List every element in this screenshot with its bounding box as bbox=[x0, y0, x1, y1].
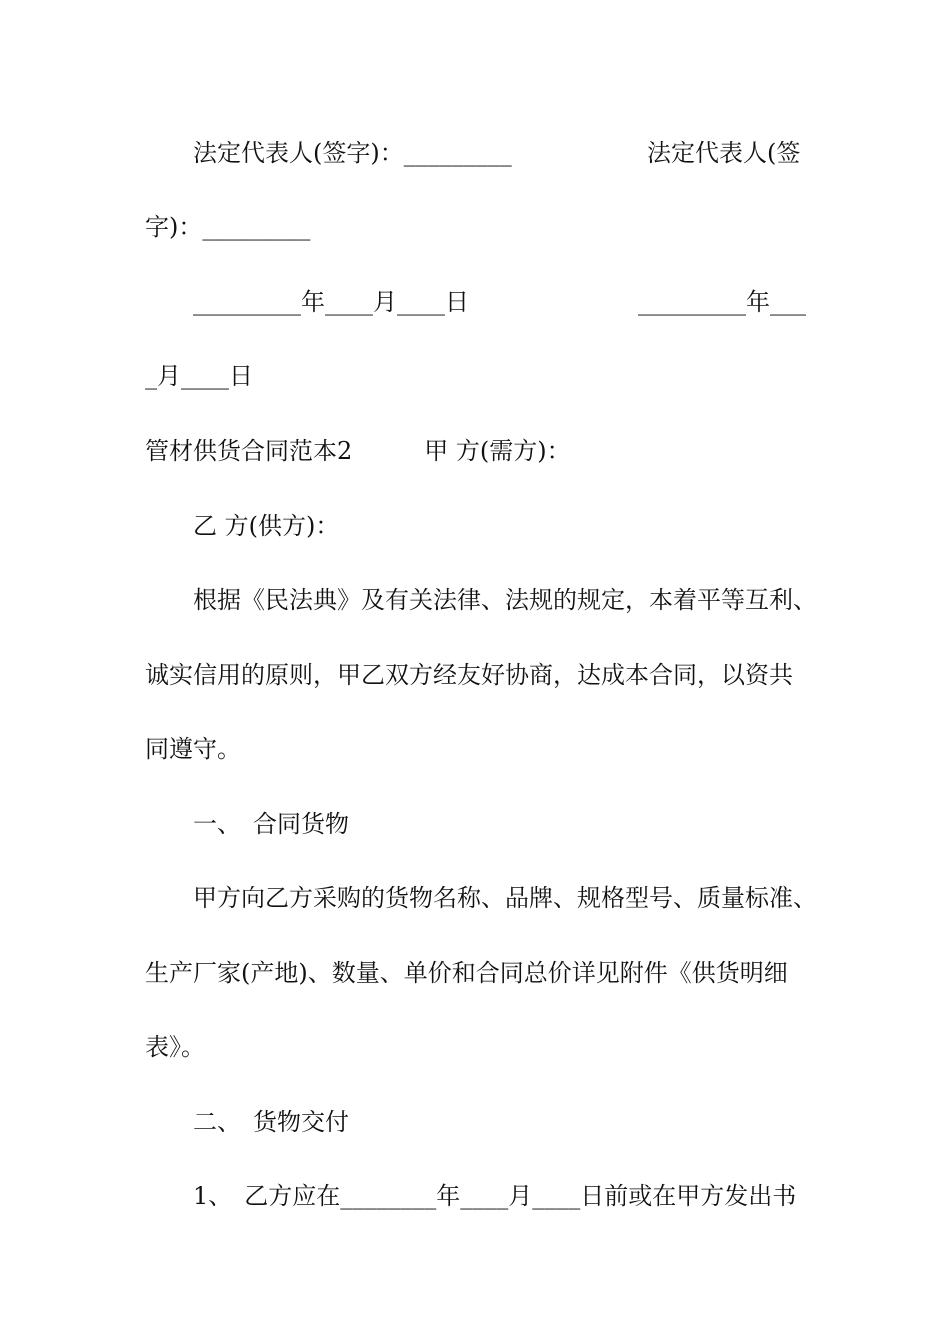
preamble-line-1: 根据《民法典》及有关法律、法规的规定，本着平等互利、 bbox=[193, 586, 817, 614]
section-1-text-line-3: 表》。 bbox=[145, 1033, 205, 1061]
date-line-continued: _月____日 bbox=[145, 362, 253, 390]
date-line-party-a: _________年____月____日 bbox=[193, 288, 469, 316]
preamble-line-3: 同遵守。 bbox=[145, 735, 241, 763]
date-line-party-b: _________年___ bbox=[638, 288, 806, 316]
signature-line-party-b: 法定代表人(签 bbox=[647, 139, 801, 167]
section-2-item-1: 1、 乙方应在________年____月____日前或在甲方发出书 bbox=[193, 1182, 797, 1210]
section-1-text-line-1: 甲方向乙方采购的货物名称、品牌、规格型号、质量标准、 bbox=[193, 884, 817, 912]
contract-title-and-party-a: 管材供货合同范本2 甲 方(需方)： bbox=[145, 437, 571, 465]
preamble-line-2: 诚实信用的原则，甲乙双方经友好协商，达成本合同，以资共 bbox=[145, 661, 793, 689]
party-b-line: 乙 方(供方)： bbox=[193, 512, 340, 540]
section-1-text-line-2: 生产厂家(产地)、数量、单价和合同总价详见附件《供货明细 bbox=[145, 959, 788, 987]
signature-line-party-a: 法定代表人(签字)：_________ bbox=[193, 139, 512, 167]
signature-line-continued: 字)：_________ bbox=[145, 213, 311, 241]
section-2-heading: 二、 货物交付 bbox=[193, 1108, 349, 1136]
section-1-heading: 一、 合同货物 bbox=[193, 810, 349, 838]
